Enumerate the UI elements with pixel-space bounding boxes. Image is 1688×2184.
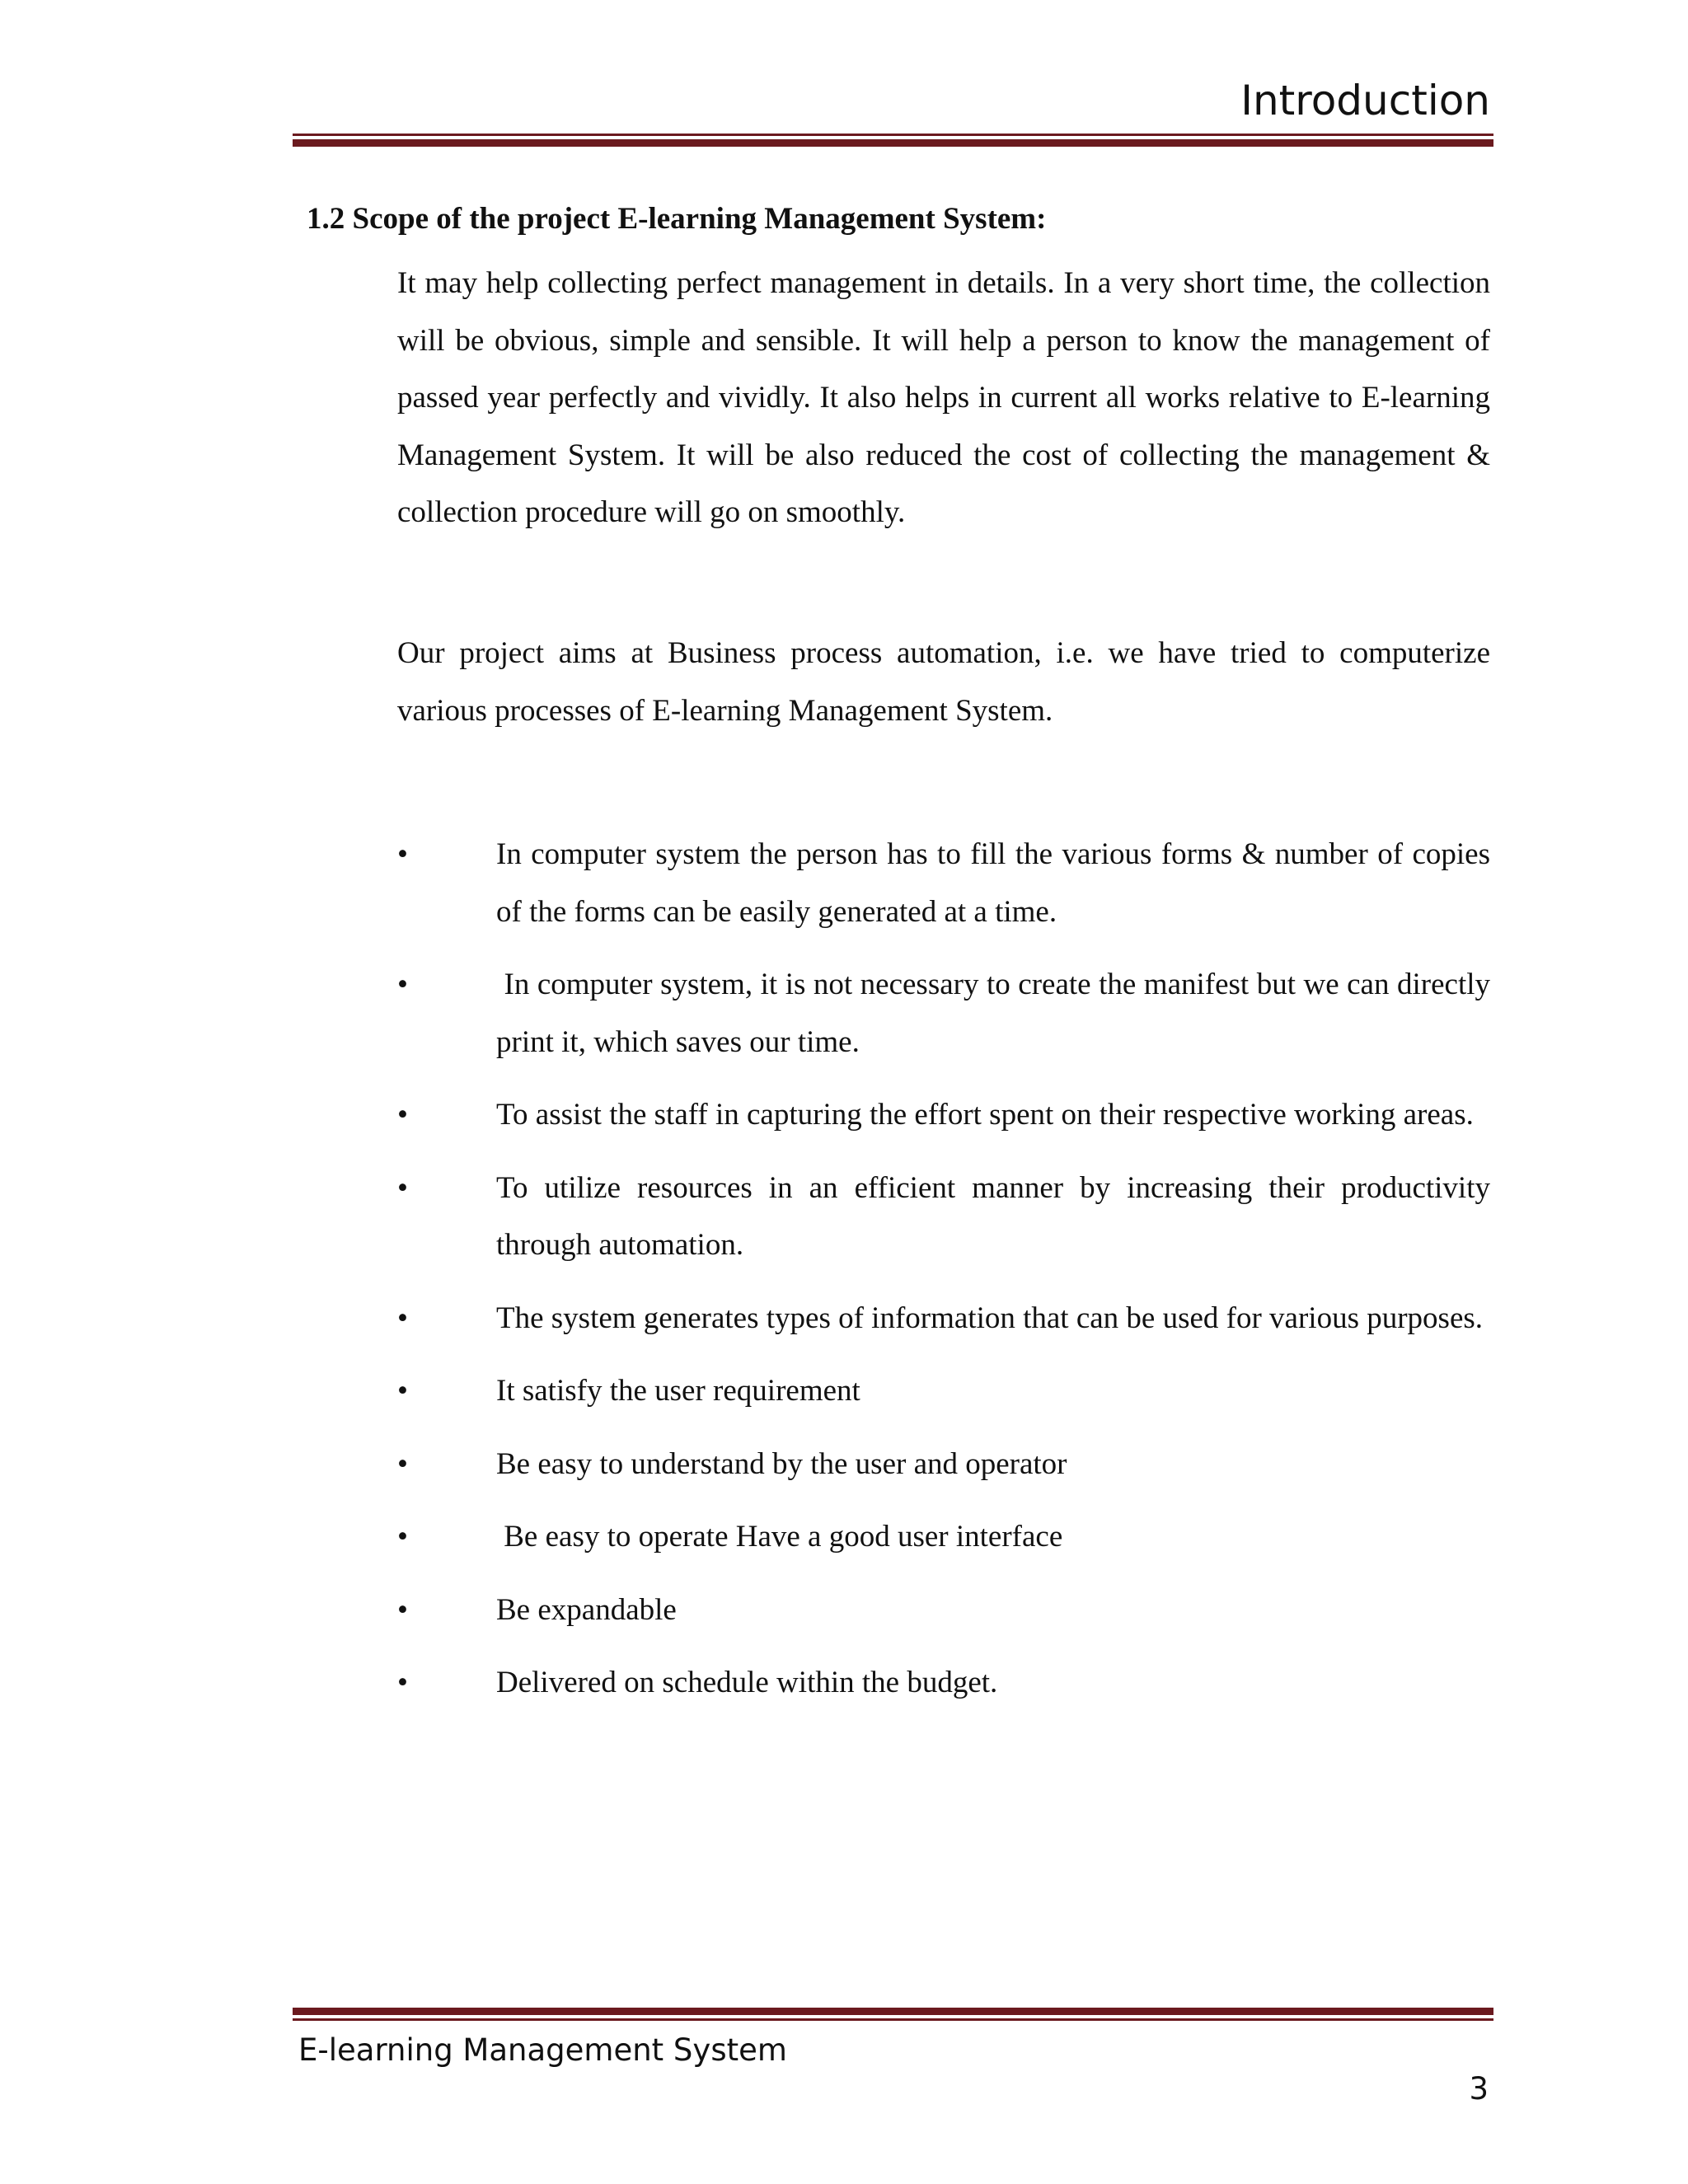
list-item-text: Delivered on schedule within the budget. (496, 1666, 998, 1699)
list-item (397, 826, 1490, 940)
list-item-text: The system generates types of information that can be used for various purposes. (496, 1301, 1484, 1335)
bullet-icon: • (397, 837, 408, 871)
bullet-icon: • (397, 968, 408, 1001)
list-item (397, 1160, 1490, 1274)
footer-title: E-learning Management System (298, 2032, 787, 2068)
bullet-icon: • (397, 1301, 408, 1335)
list-item-text: To assist the staff in capturing the effort spent on their respective working areas. (496, 1098, 1474, 1132)
bullet-icon: • (397, 1666, 408, 1699)
page-header-title: Introduction (1240, 77, 1490, 124)
list-item-text: Be expandable (496, 1592, 677, 1627)
list-item-text: In computer system the person has to fill the various forms & number of copies of the forms can be easily generated at a time. (496, 837, 1490, 929)
list-item (397, 956, 1498, 1071)
list-item-text: Be easy to operate Have a good user interface (496, 1520, 1063, 1554)
list-item (397, 1654, 1490, 1712)
list-item (397, 1436, 1490, 1493)
list-item (397, 1508, 1490, 1566)
bullet-icon: • (397, 1520, 408, 1554)
list-item (397, 1362, 1490, 1420)
page-number: 3 (1469, 2071, 1489, 2107)
list-item-text: Be easy to understand by the user and operator (496, 1446, 1067, 1481)
header-divider (293, 134, 1493, 147)
bullet-icon: • (397, 1592, 408, 1627)
bullet-icon: • (397, 1446, 408, 1481)
list-item (397, 1290, 1490, 1347)
body-paragraph: It may help collecting perfect management in details. In a very short time, the collection will be obvious, simple and sensible. It will help a person to know the management of passed year perfectly and vividly. It also helps in current all works relative to E-learning Management System. It will be also reduced the cost of collecting the management & collection procedure will go on smoothly. (397, 266, 1490, 529)
body-paragraph: Our project aims at Business process automation, i.e. we have tried to computerize various processes of E-learning Management System. (397, 636, 1490, 728)
bullet-icon: • (397, 1098, 408, 1132)
bullet-icon: • (397, 1374, 408, 1408)
list-item-text: To utilize resources in an efficient manner by increasing their productivity through automation. (496, 1170, 1490, 1262)
list-item-text: In computer system, it is not necessary to create the manifest but we can directly print it, which saves our time. (496, 968, 1498, 1059)
scope-bullet-list (397, 826, 1498, 1727)
list-item (397, 1086, 1490, 1144)
section-heading: 1.2 Scope of the project E-learning Management System: (307, 202, 1047, 236)
list-item (397, 1582, 1490, 1639)
list-item-text: It satisfy the user requirement (496, 1374, 860, 1408)
bullet-icon: • (397, 1170, 408, 1205)
footer-divider (293, 2008, 1493, 2021)
